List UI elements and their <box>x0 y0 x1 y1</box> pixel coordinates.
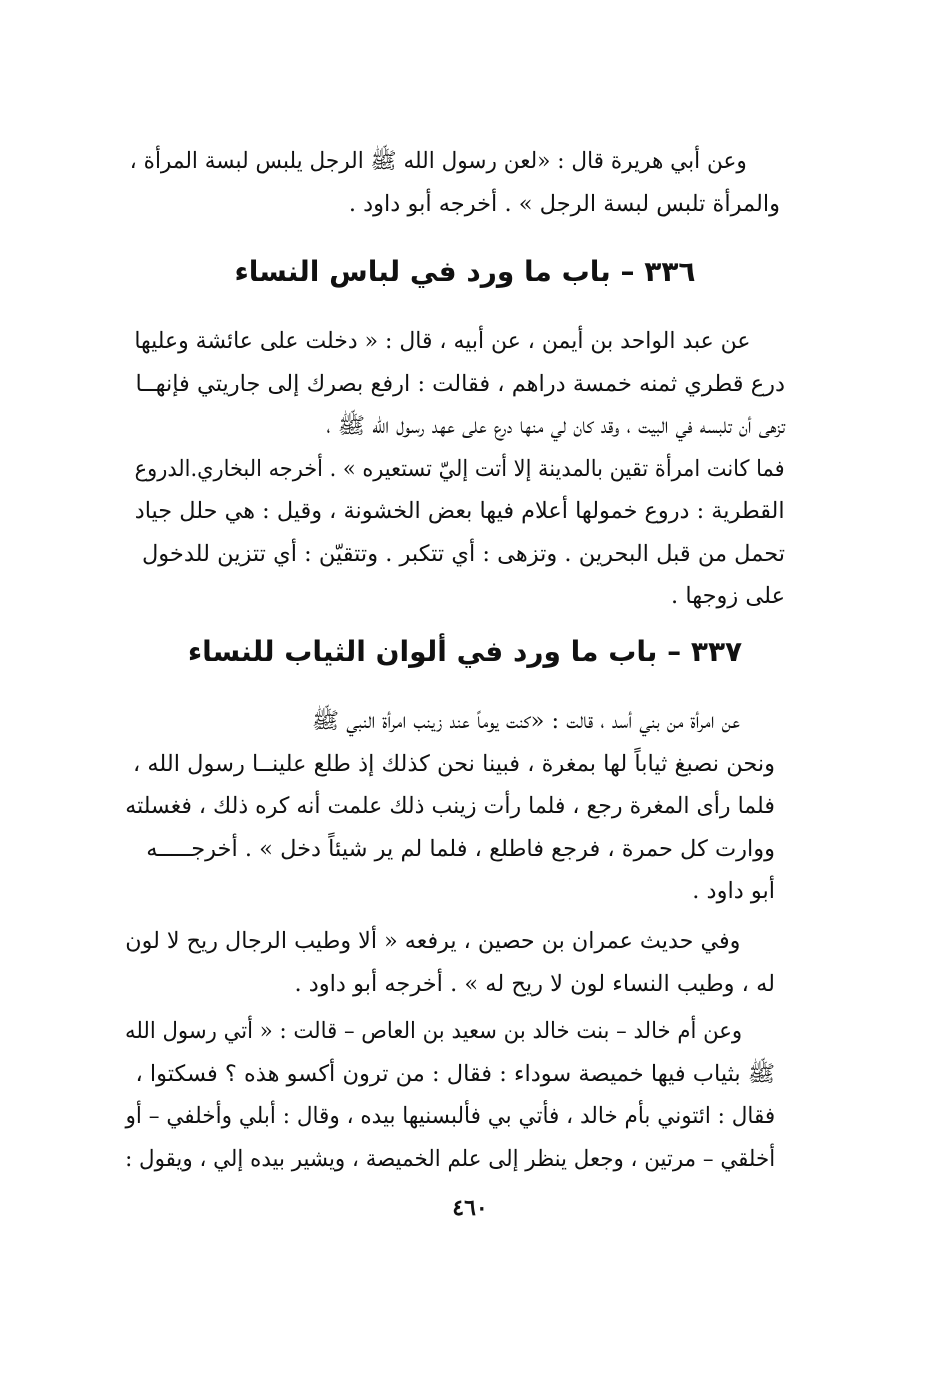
page-number: ٤٦٠ <box>452 1195 488 1221</box>
text-line: وعن أبي هريرة قال : «لعن رسول الله ﷺ الرجل يلبس لبسة المرأة ، <box>129 148 747 174</box>
text-line: عن عبد الواحد بن أيمن ، عن أبيه ، قال : « دخلت على عائشة وعليها <box>134 328 751 354</box>
text-line: له ، وطيب النساء لون لا ريح له » . أخرجه أبو داود . <box>294 970 775 997</box>
text-line: ونحن نصبغ ثياباً لها بمغرة ، فبينا نحن كذلك إذ طلع علينــا رسول الله ، <box>132 750 775 777</box>
text-line: ﷺ بثياب فيها خميصة سوداء : فقال : من ترون أكسو هذه ؟ فسكتوا ، <box>135 1060 775 1087</box>
text-line: تحمل من قبل البحرين . وتزهى : أي تتكبر . وتتقيّن : أي تتزين للدخول <box>141 540 785 567</box>
text-line: والمرأة تلبس لبسة الرجل » . أخرجه أبو داود . <box>348 190 780 217</box>
paragraph-abd-al-wahid <box>85 320 785 618</box>
chapter-heading-337: ٣٣٧ – باب ما ورد في ألوان الثياب للنساء <box>187 635 743 668</box>
text-line: ووارت كل حمرة ، فرجع فاطلع ، فلما لم ير شيئاً دخل » . أخرجـــــه <box>146 835 775 862</box>
text-line: أبو داود . <box>692 878 775 904</box>
chapter-heading-336: ٣٣٦ – باب ما ورد في لباس النساء <box>234 255 696 288</box>
text-line: وفي حديث عمران بن حصين ، يرفعه « ألا وطيب الرجال ريح لا لون <box>125 928 741 954</box>
paragraph-umm-khalid <box>85 1010 775 1180</box>
text-line: عن امرأة من بني أسد ، قالت : «كنت يوماً عند زينب امرأة النبي ﷺ <box>311 708 740 734</box>
text-line: تزهى أن تلبسه في البيت ، وقد كان لي منها درع على عهد رسول الله ﷺ ، <box>326 413 785 439</box>
text-line: فقال : ائتوني بأم خالد ، فأتي بي فألبسنيها بيده ، وقال : أبلي وأخلفي – أو <box>125 1103 776 1129</box>
paragraph-abu-hurayra <box>102 140 780 225</box>
paragraph-bani-asad <box>112 700 775 913</box>
text-line: القطرية : دروع خمولها أعلام فيها بعض الخشونة ، وقيل : هي حلل جياد <box>135 498 785 524</box>
text-line: أخلقي – مرتين ، وجعل ينظر إلى علم الخميصة ، ويشير بيده إلي ، ويقول : <box>124 1145 776 1172</box>
paragraph-imran <box>118 920 775 1005</box>
text-line: درع قطري ثمنه خمسة دراهم ، فقالت : ارفع بصرك إلى جاريتي فإنهــا <box>135 370 785 397</box>
text-line: على زوجها . <box>671 583 785 609</box>
text-line: فلما رأى المغرة رجع ، فلما رأت زينب ذلك علمت أنه كره ذلك ، فغسلته <box>125 793 775 819</box>
text-line: وعن أم خالد – بنت خالد بن سعيد بن العاص – قالت : « أتي رسول الله <box>124 1018 743 1044</box>
text-line: فما كانت امرأة تقين بالمدينة إلا أتت إليّ تستعيره » . أخرجه البخاري.الدروع <box>135 455 785 482</box>
